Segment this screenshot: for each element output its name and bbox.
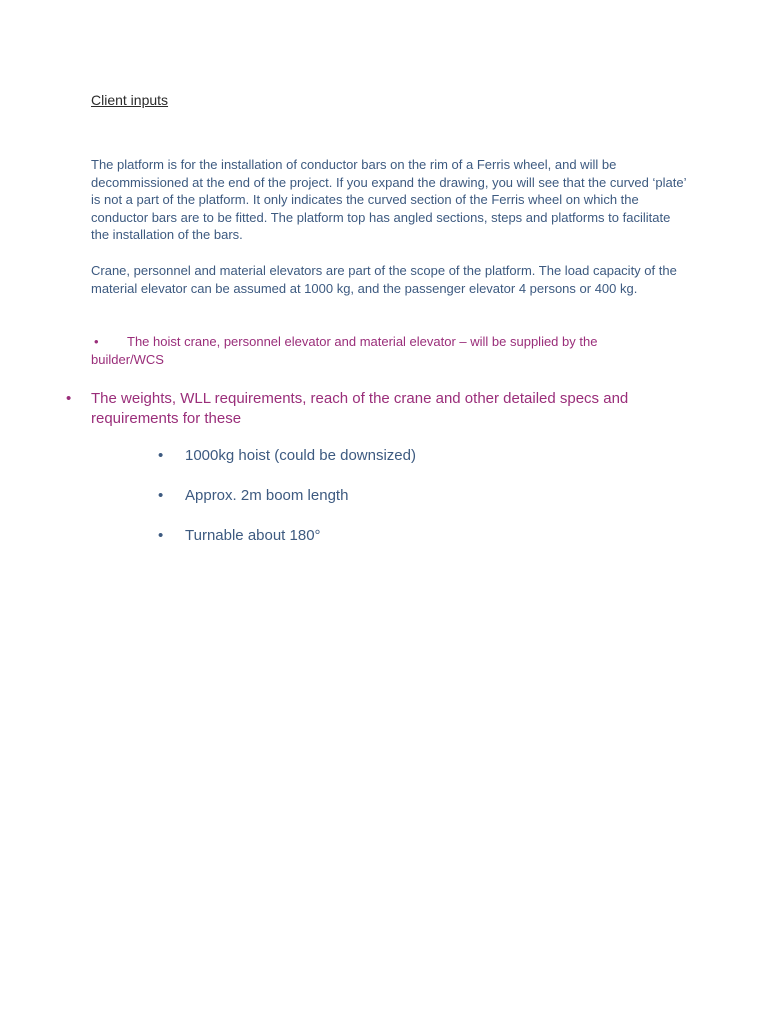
bullet-marker: • [66,390,72,407]
crane-spec-text: Approx. 2m boom length [185,487,349,504]
list-item [155,446,416,486]
crane-spec-text: 1000kg hoist (could be downsized) [185,447,416,464]
list-item [155,526,416,566]
platform-description-paragraph: The platform is for the installation of conductor bars on the rim of a Ferris wheel, and will be decommissioned at the end of the project. If you expand the drawing, you will see that the curved ‘plate’ is not a part of the platform. It only indicates the curved section of the Ferris wheel on which the conductor bars are to be fitted. The platform top has angled sections, steps and platforms to facilitate the installation of the bars. [91,157,686,242]
elevator-scope-paragraph: Crane, personnel and material elevators are part of the scope of the platform. The load capacity of the material elevator can be assumed at 1000 kg, and the passenger elevator 4 persons or 400 kg. [91,263,677,296]
weights-bullet-item [66,389,661,429]
crane-spec-list [155,446,416,566]
list-item [155,486,416,526]
weights-bullet-text: The weights, WLL requirements, reach of the crane and other detailed specs and requirements for these [91,390,629,427]
bullet-marker: • [158,527,164,544]
bullet-marker: • [94,334,99,349]
supply-bullet-item [91,333,651,368]
bullet-marker: • [158,487,164,504]
crane-spec-text: Turnable about 180° [185,527,321,544]
section-heading: Client inputs [91,92,169,108]
supply-bullet-line-1: The hoist crane, personnel elevator and material elevator – will be supplied by the [127,334,598,349]
bullet-marker: • [158,447,164,464]
supply-bullet-line-2: builder/WCS [91,351,164,367]
